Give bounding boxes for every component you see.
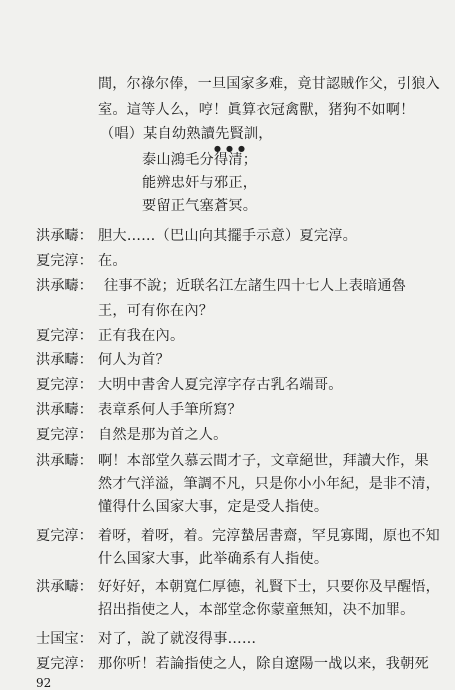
dialogue-line: 然才气洋溢，筆調不凡，只是你小小年紀，是非不清， [98,476,440,492]
page-number: 92 [36,676,52,690]
speaker-name: 夏完淳： [36,328,93,344]
dialogue-line: 在。 [98,253,127,269]
dialogue-line: 王，可有你在內？ [98,303,214,319]
dialogue-line: 对了，說了就沒得事…… [98,631,257,647]
speaker-name: 洪承疇： [36,453,93,469]
aria-line: 能辨忠奸与邪正， [142,175,258,191]
dialogue-line: 大明中書舍人夏完淳字存古乳名端哥。 [98,377,343,393]
intro-line: 間，尔祿尔俸，一旦国家多难，竟甘認賊作父，引狼入 [98,76,440,92]
speaker-name: 士国宝： [36,631,93,647]
dialogue-line: 招出指使之人，本部堂念你蒙童無知，决不加罪。 [98,602,415,618]
dialogue-line: 何人为首？ [98,352,170,368]
dialogue-line: 往事不說；近联名江左諸生四十七人上表暗通魯 [104,278,407,294]
speaker-name: 夏完淳： [36,377,93,393]
speaker-name: 夏完淳： [36,528,93,544]
dialogue-line: 表章系何人手筆所寫？ [98,402,242,418]
dialogue-line: 好好好，本朝寬仁厚德，礼賢下士，只要你及早醒悟， [98,579,440,595]
dialogue-line: 自然是那为首之人。 [98,427,228,443]
speaker-name: 洪承疇： [36,352,93,368]
dialogue-line: 胆大……（巴山向其擺手示意）夏完淳。 [98,228,357,244]
speaker-name: 洪承疇： [36,579,93,595]
dialogue-line: 啊！本部堂久慕云間才子，文章絕世，拜讀大作，果 [98,453,429,469]
speaker-name: 夏完淳： [36,253,93,269]
dialogue-line: 正有我在內。 [98,328,185,344]
dialogue-line: 那你听！若論指使之人，除自遼陽一战以来，我朝死 [98,656,429,672]
speaker-name: 洪承疇： [36,402,93,418]
speaker-name: 夏完淳： [36,427,93,443]
speaker-name: 洪承疇： [36,278,93,294]
dialogue-line: 什么国家大事，此举确系有人指使。 [98,551,329,567]
speaker-name: 洪承疇： [36,228,93,244]
aria-header: （唱）某自幼熟讀先賢訓， [100,126,273,142]
dialogue-line: 懂得什么国家大事，定是受人指使。 [98,499,329,515]
emphasis-dots: ●●● [214,144,250,153]
aria-line: 泰山鴻毛分得清； [142,152,258,168]
dialogue-line: 着呀，着呀，着。完淳蟄居書齋，罕見寡聞，原也不知 [98,528,440,544]
aria-line: 要留正气塞蒼冥。 [142,198,258,214]
intro-line: 室。這等人么，哼！眞算衣冠禽獸，猪狗不如啊！ [98,102,415,118]
speaker-name: 夏完淳： [36,656,93,672]
